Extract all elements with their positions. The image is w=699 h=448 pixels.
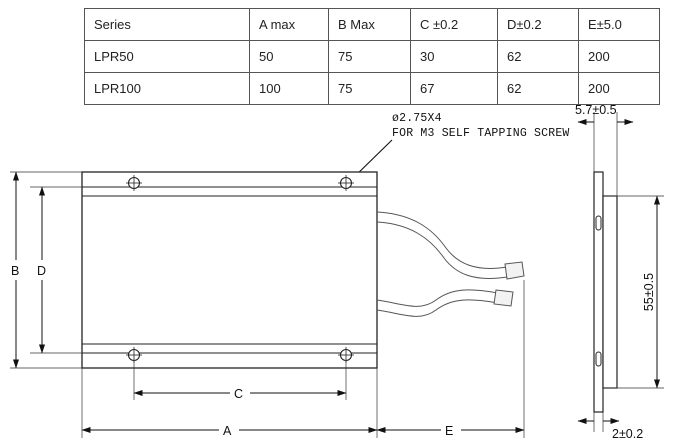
dimension-e-label: E <box>445 424 454 438</box>
table-header-c: C ±0.2 <box>411 9 498 41</box>
table-header-e: E±5.0 <box>579 9 660 41</box>
dimension-side-height <box>642 196 657 388</box>
dimension-d-label: D <box>37 264 47 278</box>
table-header-b-max: B Max <box>329 9 411 41</box>
cell-series: LPR100 <box>85 73 250 105</box>
front-view <box>7 172 524 439</box>
dimension-c <box>134 384 346 402</box>
cell-e: 200 <box>579 73 660 105</box>
dimension-a <box>82 421 377 439</box>
table-header-series: Series <box>85 9 250 41</box>
cell-b-max: 75 <box>329 41 411 73</box>
cell-a-max: 50 <box>250 41 329 73</box>
dimension-b <box>7 172 25 368</box>
dimension-side-thickness-bottom-label: 2±0.2 <box>612 427 644 441</box>
dimension-e <box>377 421 524 439</box>
dimension-a-label: A <box>223 424 232 438</box>
dimension-side-thickness-top-label: 5.7±0.5 <box>575 103 617 117</box>
cell-d: 62 <box>498 73 579 105</box>
table-header-d: D±0.2 <box>498 9 579 41</box>
cell-b-max: 75 <box>329 73 411 105</box>
side-view <box>575 103 664 441</box>
lead-wire-lower <box>377 290 513 316</box>
cell-c: 30 <box>411 41 498 73</box>
callout-line2: FOR M3 SELF TAPPING SCREW <box>392 127 570 140</box>
cell-c: 67 <box>411 73 498 105</box>
cell-e: 200 <box>579 41 660 73</box>
table-header-a-max: A max <box>250 9 329 41</box>
side-slot-hole-top <box>596 216 601 230</box>
cell-series: LPR50 <box>85 41 250 73</box>
callout-line1: ø2.75X4 <box>392 112 442 125</box>
side-body-block <box>603 196 617 388</box>
dimension-side-height-label: 55±0.5 <box>642 272 656 312</box>
lead-wire-upper <box>377 212 524 279</box>
dimension-b-label: B <box>11 264 20 278</box>
dimension-d <box>33 187 51 353</box>
cell-a-max: 100 <box>250 73 329 105</box>
dimension-c-label: C <box>234 387 244 401</box>
dimension-side-thickness-bottom <box>578 421 643 441</box>
side-mounting-plate <box>594 172 603 412</box>
side-slot-hole-bottom <box>596 352 601 366</box>
screw-callout <box>349 112 570 187</box>
dimension-side-thickness-top <box>575 103 633 122</box>
resistor-body-outline <box>82 172 377 368</box>
cell-d: 62 <box>498 41 579 73</box>
